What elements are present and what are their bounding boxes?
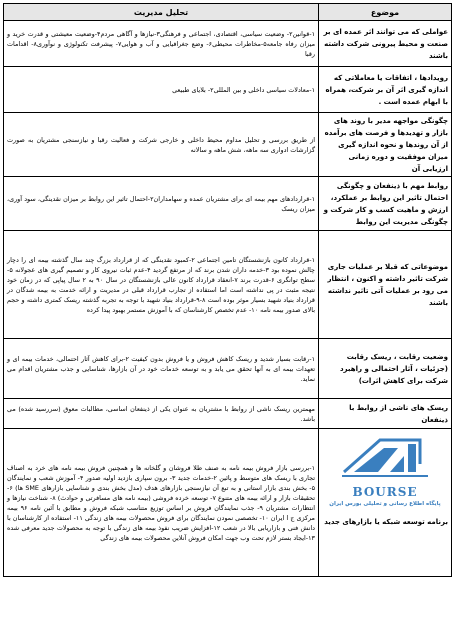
table-header-row — [4, 4, 452, 21]
table-row — [4, 21, 452, 67]
analysis-cell: ۱-رقابت بسیار شدید و ریسک کاهش فروش و یا فروش بدون کیفیت ۲-برای کاهش آثار احتمالی، خدمات بیمه ای و تعهدات بیمه ای به آنها تحقق می یابد و به توسعه خدمات خود در آن بازارها، شناسایی و جذب مشتریان اقدام می نماید. — [4, 339, 319, 399]
analysis-table — [3, 3, 452, 577]
topic-cell: ریسک های ناشی از روابط با ذینفعان — [319, 399, 452, 429]
table-row — [4, 399, 452, 429]
header-topic: موضوع — [319, 4, 452, 21]
topic-cell: وضعیت رقابت ، ریسک رقابت (جزئیات ، آثار احتمالی و راهبرد شرکت برای کاهش اثرات) — [319, 339, 452, 399]
table-row — [4, 339, 452, 399]
analysis-cell: ۱-قرارداد کانون بازنشستگان تامین اجتماعی ۲-کمبود نقدینگی که از قرارداد بزرگ چند سال گذشته بیمه ای را دچار چالش نموده بود ۳-خدمه داران شدن برند که از مرتفع گردید ۴-عدم ثبات نیروی کار و تصمیم گیری های عجولانه ۵-سطح توانگری ۶-قدرت برند ۷-انعقاد قرارداد کانون عالی بازنشستگان در سال ۹۰ به ۲ سال پیاپی که در زمان خود نتیجه مثبت در پی نداشته است اما استفاده از تجارب قرارداد قبلی در مدیریت و ارائه خدمت به بیمه شدگان در قرارداد بنیاد شهید بسیار موثر بوده است ۸-۹-قرارداد بنیاد شهید با توجه به تجربه گذشته ریسک کمتری داشته و حجم بالای صدور بیمه نامه ۱۰- عدم تخصص کارشناسان که با آموزش مستمر بهبود پیدا کرده — [4, 231, 319, 339]
logo-subtitle: پایگاه اطلاع رسانی و تحلیلی بورس ایران — [329, 501, 441, 507]
table-row — [4, 177, 452, 231]
topic-cell: چگونگی مواجهه مدیر با روند های بازار و تهدیدها و فرصت های برآمده از آن روندها و نحوه اندازه گیری میزان موفقیت و دوره زمانی ارزیابی آن — [319, 113, 452, 177]
table-row — [4, 67, 452, 113]
topic-cell — [319, 429, 452, 577]
analysis-cell: ۱-قراردادهای مهم بیمه ای برای مشتریان عمده و سهامداران۲-احتمال تاثیر این روابط بر میزان نقدینگی، سود آوری، میزان ریسک — [4, 177, 319, 231]
topic-cell: عواملی که می توانند اثر عمده ای بر صنعت و محیط پیرونی شرکت داشته باشند — [319, 21, 452, 67]
topic-cell: رویدادها ، اتفاقات یا معاملاتی که اندازه گیری اثر آن بر شرکت، همراه با ابهام عمده است . — [319, 67, 452, 113]
bourse-logo-icon — [340, 434, 430, 488]
topic-text: برنامه توسعه شبکه یا بازارهای جدید — [324, 518, 448, 526]
analysis-cell: ۱-بررسی بازار فروش بیمه نامه به صنف طلا فروشان و گلخانه ها و همچنین فروش بیمه نامه های خرد به اصناف تجاری با ریسک های متوسط و پائین ۲-خدمات جدید ۳- برون سپاری بازدید اولیه صدور ۴- آموزش شعب و نمایندگان ۵- بخش بندی بازار استانی و به تبع آن نیازسنجی بازارهای هدف (مدل بخش بندی و شناسایی بازارهای SME ها) ۶- تحقیقات بازار و ارائه بیمه های متنوع ۷- توسعه خرده فروشی (بیمه نامه های مسافرتی و حوادث) ۸- شناخت نیازها و انتظارات مشتریان ۹- جذب نمایندگان فروش بر اساس توزیع متناسب شبکه فروش و مطابق با آئین نامه ۹۶ بیمه مرکزی ج ا ایران ۱۰- تخصصی نمودن نمایندگان برای فروش محصولات بیمه های زندگی ۱۱- استفاده از کارشناسان با دانش فنی و بازاریابی بالا در شعب ۱۲-افزایش ضریب نفوذ بیمه های زندگی با توجه به محصولات جدید معرفی شده ۱۳-ایجاد بستر لازم تحت وب جهت امکان فروش آنلاین محصولات بیمه های زندگی — [4, 429, 319, 577]
logo-name: BOURSE — [352, 485, 418, 499]
topic-cell: روابط مهم با ذینفعان و چگونگی احتمال تاثیر این روابط بر عملکرد، ارزش و ماهیت کسب و کار شرکت و چگونگی مدیریت این روابط — [319, 177, 452, 231]
header-analysis: تحلیل مدیریت — [4, 4, 319, 21]
bourse-logo — [322, 430, 448, 510]
analysis-cell: از طریق بررسی و تحلیل مداوم محیط داخلی و خارجی شرکت و فعالیت رقبا و نیازسنجی مشتریان به صورت گزارشات ادواری سه ماهه، شش ماهه و سالانه — [4, 113, 319, 177]
table-row — [4, 113, 452, 177]
analysis-cell: ۱-معادلات سیاسی داخلی و بین المللی۲- بلایای طبیعی — [4, 67, 319, 113]
table-row — [4, 429, 452, 577]
analysis-cell: ۱-قوانین۲- وضعیت سیاسی، اقتصادی، اجتماعی و فرهنگی۳-نیازها و آگاهی مردم۴-وضعیت معیشتی و قدرت خرید و میزان رفاه جامعه۵-مخاطرات محیطی۶- وضع جغرافیایی و آب و هوایی۷- پیشرفت تکنولوژی و نوآوری۸- اقدامات رقبا — [4, 21, 319, 67]
analysis-cell: مهمترین ریسک ناشی از روابط با مشتریان به عنوان یکی از ذینفعان اساسی، مطالبات معوق (سررسید شده) می باشد. — [4, 399, 319, 429]
table-row — [4, 231, 452, 339]
topic-cell: موضوعاتی که قبلا بر عملیات جاری شرکت تاثیر داشته و اکنون ، انتظار می رود بر عملیات آتی تاثیر نداشته باشند — [319, 231, 452, 339]
